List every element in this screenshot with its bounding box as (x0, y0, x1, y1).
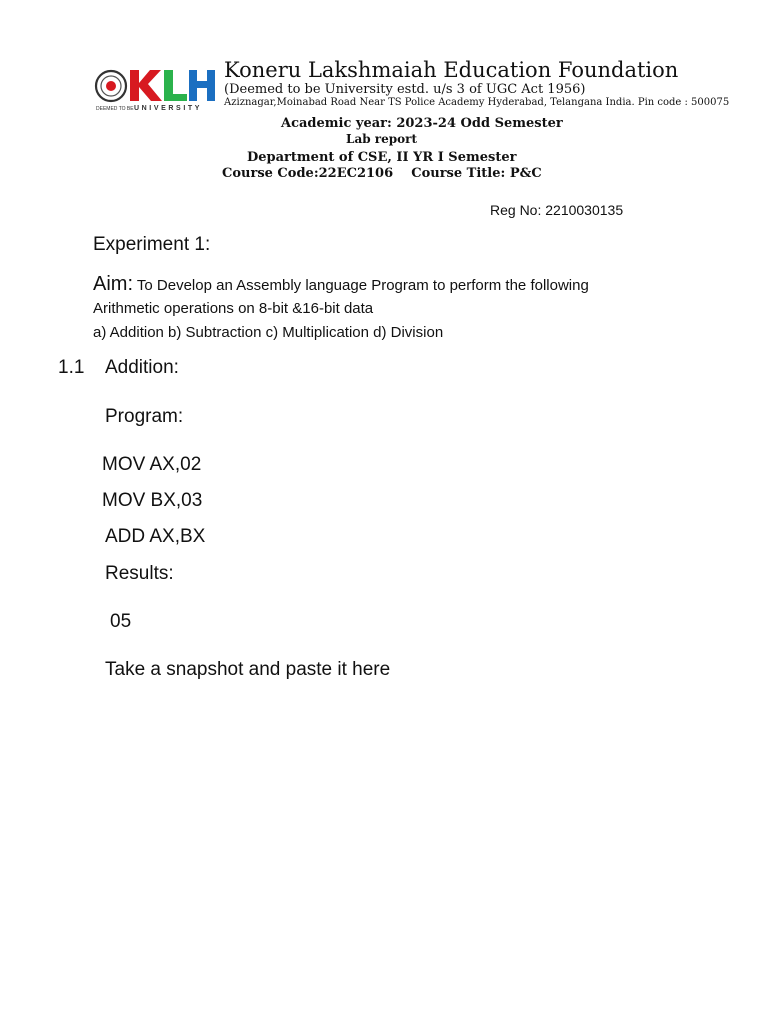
seal-emblem (106, 81, 116, 91)
logo-seal-caption: DEEMED TO BE (96, 106, 134, 112)
aim-line (93, 273, 589, 296)
logo-caption: UNIVERSITY (134, 105, 203, 112)
org-name: Koneru Lakshmaiah Education Foundation (224, 58, 679, 82)
result-value: 05 (110, 611, 132, 632)
reg-number: Reg No: 2210030135 (490, 202, 624, 218)
code-line: MOV AX,02 (102, 454, 202, 475)
klh-university-logo (94, 66, 218, 112)
logo-letter-h (189, 70, 215, 101)
logo-letter-l (164, 70, 187, 101)
aim-line-3: a) Addition b) Subtraction c) Multiplication d) Division (93, 324, 444, 341)
department: Department of CSE, II YR I Semester (247, 150, 517, 165)
org-address: Aziznagar,Moinabad Road Near TS Police Academy Hyderabad, Telangana India. Pin code : 500075 (224, 97, 730, 108)
aim-text: To Develop an Assembly language Program to perform the following (133, 277, 589, 294)
aim-line-2: Arithmetic operations on 8-bit &16-bit data (93, 300, 374, 317)
experiment-title: Experiment 1: (93, 234, 211, 255)
report-type: Lab report (346, 132, 417, 146)
academic-year: Academic year: 2023-24 Odd Semester (281, 116, 563, 131)
snapshot-note: Take a snapshot and paste it here (105, 659, 391, 680)
section-title: Addition: (105, 357, 179, 378)
course-info: Course Code:22EC2106 Course Title: P&C (222, 166, 542, 181)
logo-graphic (94, 66, 218, 112)
code-line: MOV BX,03 (102, 490, 203, 511)
section-number: 1.1 (58, 357, 85, 378)
org-accreditation: (Deemed to be University estd. u/s 3 of UGC Act 1956) (224, 82, 586, 97)
aim-label: Aim: (93, 273, 133, 295)
code-line: ADD AX,BX (105, 526, 206, 547)
program-label: Program: (105, 406, 184, 427)
results-label: Results: (105, 563, 174, 584)
logo-letter-k (130, 70, 162, 101)
